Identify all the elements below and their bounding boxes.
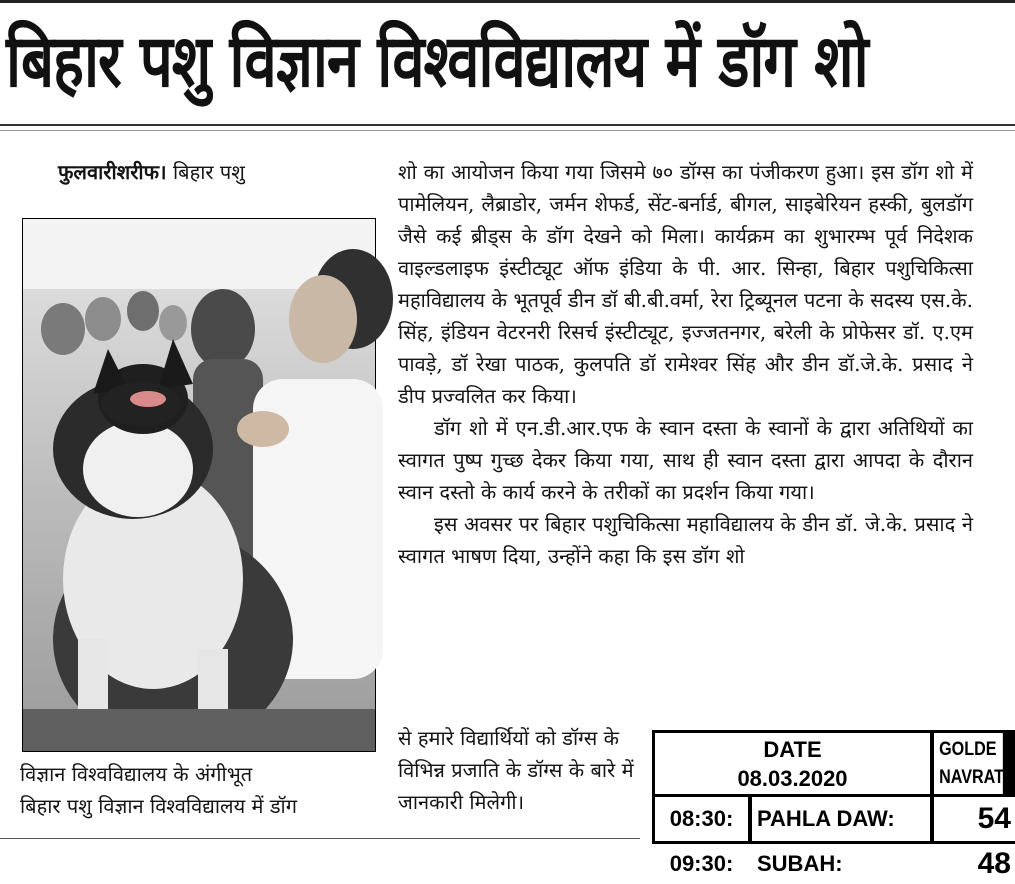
- dateline: फुलवारीशरीफ।: [58, 160, 167, 184]
- left-column-lead: [58, 156, 388, 188]
- headline: बिहार पशु विज्ञान विश्वविद्यालय में डॉग शो: [6, 18, 868, 104]
- ticker-row1-number: 54: [934, 797, 1015, 841]
- ticker-row2-time: 09:30:: [655, 844, 748, 884]
- right-column-narrow: [398, 722, 643, 818]
- caption-line-2: बिहार पशु विज्ञान विश्वविद्यालय में डॉग: [20, 794, 297, 818]
- bottom-rule: [0, 838, 640, 839]
- paragraph-3-continued: से हमारे विद्यार्थियों को डॉग्स के विभिन्न प्रजाति के डॉग्स के बारे में जानकारी मिलेगी।: [398, 726, 634, 814]
- ticker-row2-number: 48: [934, 844, 1015, 884]
- dog-show-photo: [23, 219, 375, 751]
- ticker-date-label: DATE: [763, 737, 822, 762]
- ticker-golden-line-1: GOLDE: [939, 739, 997, 760]
- headline-rule-thin: [0, 130, 1015, 131]
- right-column: [398, 156, 973, 572]
- ticker-golden-line-2: NAVRAT: [939, 767, 1004, 788]
- caption-line-1: विज्ञान विश्वविद्यालय के अंगीभूत: [20, 762, 253, 786]
- paragraph-2: डॉग शो में एन.डी.आर.एफ के स्वान दस्ता के स्वानों के द्वारा अतिथियों का स्वागत पुष्प गुच्छ देकर किया गया, साथ ही स्वान दस्ता द्वारा आपदा के दौरान स्वान दस्तो के कार्य करने के तरीकों का प्रदर्शन किया गया।: [398, 416, 973, 504]
- ticker-row1-label: PAHLA DAW:: [752, 797, 930, 841]
- ticker-golden-cell: [934, 733, 1003, 794]
- lead-text: बिहार पशु: [172, 160, 245, 184]
- ticker-row1-time: 08:30:: [655, 797, 748, 841]
- headline-rule: [0, 124, 1015, 126]
- article-photo: [22, 218, 376, 752]
- ticker-date-cell: [655, 733, 930, 794]
- ticker-date-value: 08.03.2020: [737, 766, 848, 791]
- result-ticker: [652, 730, 1015, 880]
- paragraph-1: शो का आयोजन किया गया जिसमे ७० डॉग्स का पंजीकरण हुआ। इस डॉग शो में पामेलियन, लैब्राडोर, जर्मन शेफर्ड, सेंट-बर्नार्ड, बीगल, साइबेरियन हस्की, बुलडॉग जैसे कई ब्रीड्स के डॉग देखने को मिला। कार्यक्रम का शुभारम्भ पूर्व निदेशक वाइल्डलाइफ इंस्टीट्यूट ऑफ इंडिया के पी. आर. सिन्हा, बिहार पशुचिकित्सा महाविद्यालय के भूतपूर्व डीन डॉ बी.बी.वर्मा, रेरा ट्रिब्यूनल पटना के सदस्य एस.के. सिंह, इंडियन वेटरनरी रिसर्च इंस्टीट्यूट, इज्जतनगर, बरेली के प्रोफेसर डॉ. ए.एम पावड़े, डॉ रेखा पाठक, कुलपति डॉ रामेश्वर सिंह और डीन डॉ.जे.के. प्रसाद ने डीप प्रज्वलित कर किया।: [398, 160, 973, 408]
- paragraph-3: इस अवसर पर बिहार पशुचिकित्सा महाविद्यालय के डीन डॉ. जे.के. प्रसाद ने स्वागत भाषण दिया, उन्होंने कहा कि इस डॉग शो: [398, 512, 973, 568]
- ticker-row2-label: SUBAH:: [752, 844, 930, 884]
- photo-caption: [20, 758, 380, 822]
